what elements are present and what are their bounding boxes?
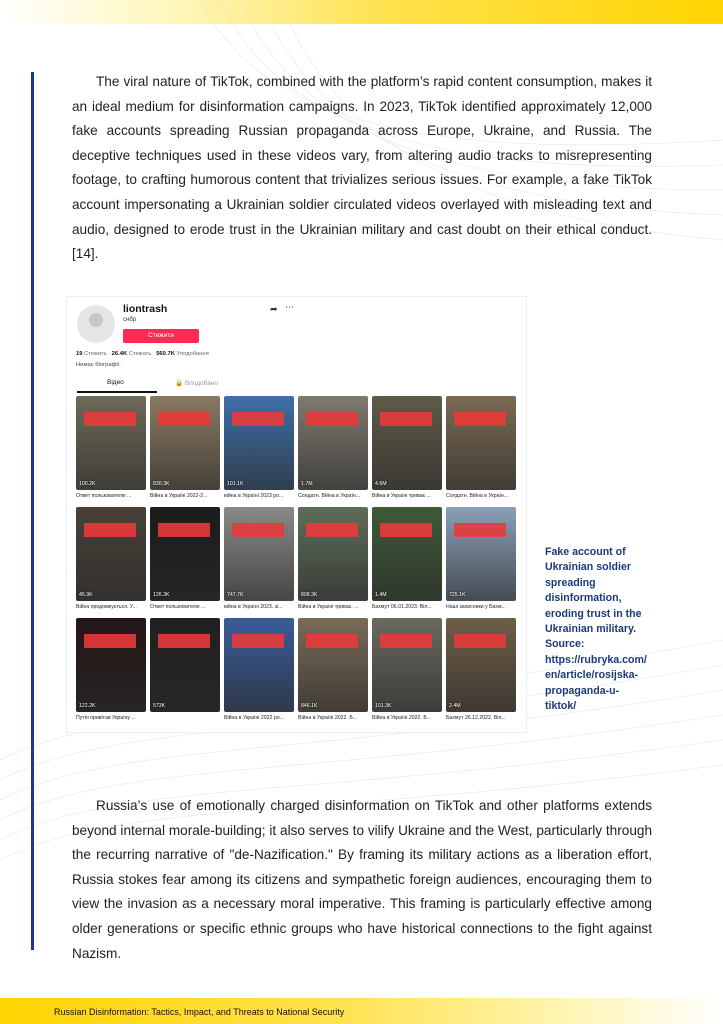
video-caption: війна в Україні 2023. зі... <box>224 604 283 610</box>
video-caption: Війна в Україні триває. ... <box>298 604 359 610</box>
text-sticker <box>380 523 432 537</box>
text-sticker <box>84 412 136 426</box>
view-count: 122.2K <box>79 703 96 709</box>
video-thumbnail <box>298 396 368 490</box>
video-thumbnail <box>150 618 220 712</box>
text-sticker <box>84 523 136 537</box>
video-caption: Бахмут 06.01.2023. Віл... <box>372 604 432 610</box>
video-caption: Бахмут 26.12.2022. Віл... <box>446 715 506 721</box>
video-thumbnail <box>372 507 442 601</box>
caption-line: Fake account of <box>545 546 626 558</box>
video-caption: Війна в Україні 2022. Б... <box>372 715 432 721</box>
tab-liked-label: Вподобано <box>184 380 219 387</box>
video-thumbnail <box>76 507 146 601</box>
text-sticker <box>454 523 506 537</box>
text-sticker <box>454 634 506 648</box>
video-thumbnail <box>446 618 516 712</box>
video-caption: війна в Україні 2023 ро... <box>224 493 284 499</box>
tab-videos: Відео <box>107 379 124 386</box>
more-icon: ⋯ <box>285 302 294 312</box>
caption-line: eroding trust in the <box>545 607 642 620</box>
video-thumbnail <box>446 396 516 490</box>
avatar <box>77 305 115 343</box>
video-caption: Війна в Україні 2022 ро... <box>224 715 284 721</box>
caption-line: Ukrainian soldier <box>545 561 631 574</box>
caption-line: Source: <box>545 638 585 651</box>
text-sticker <box>158 523 210 537</box>
caption-line: tiktok/ <box>545 700 577 713</box>
view-count: 830.3K <box>153 481 170 487</box>
tab-liked: 🔒 Вподобано <box>175 380 219 387</box>
tiktok-profile-screenshot <box>66 296 527 733</box>
view-count: 1.7M <box>301 481 313 487</box>
view-count: 747.7K <box>227 592 244 598</box>
video-caption: Путін привітав Україну ... <box>76 715 136 721</box>
view-count: 101.1K <box>227 481 244 487</box>
figure-caption <box>545 545 695 714</box>
video-thumbnail <box>224 396 294 490</box>
video-thumbnail <box>298 507 368 601</box>
text-sticker <box>454 412 506 426</box>
view-count: 4.6M <box>375 481 387 487</box>
follow-button: Стежити <box>123 329 199 343</box>
paragraph-tiktok-disinformation: The viral nature of TikTok, combined with the platform’s rapid content consumption, makes it an ideal medium for disinformation campaigns. In 2023, TikTok identified approximately 12,000 fake accounts spreading Russian propaganda across Europe, Ukraine, and Russia. The deceptive techniques used in these videos vary, from altering audio tracks to misrepresenting footage, to crafting humorous content that trivializes serious issues. For example, a fake TikTok account impersonating a Ukrainian soldier circulated videos overlayed with misleading text and audio, designed to erode trust in the Ukrainian military and cast doubt on their ethical conduct. [14]. <box>72 74 652 262</box>
caption-line: en/article/rosijska- <box>545 669 639 682</box>
video-caption: Війна продовжується. У... <box>76 604 137 610</box>
paragraph-de-nazification: Russia’s use of emotionally charged disinformation on TikTok and other platforms extends beyond internal morale-building; it also serves to vilify Ukraine and the West, particularly through the recurring narrative of "de-Nazification." By framing its military actions as a liberation effort, Russia stokes fear among its citizens and sympathetic foreign audiences, encouraging them to view the invasion as a necessary moral imperative. This framing is particularly effective among older generations or specific ethnic groups who have historical connections to the fight against Nazism. <box>72 798 652 961</box>
video-thumbnail <box>150 396 220 490</box>
video-caption: Солдатн. Війна в Україн... <box>298 493 361 499</box>
share-icon: ➦ <box>270 304 278 314</box>
view-count: 846.1K <box>301 703 318 709</box>
video-caption: Війна в Україні 2022. Б... <box>298 715 358 721</box>
view-count: 45.9K <box>79 592 93 598</box>
profile-tabs <box>67 379 237 393</box>
text-sticker <box>380 412 432 426</box>
video-thumbnail <box>76 396 146 490</box>
text-sticker <box>232 634 284 648</box>
video-thumbnail <box>446 507 516 601</box>
caption-line: propaganda-u- <box>545 684 620 697</box>
caption-line: disinformation, <box>545 592 622 605</box>
margin-accent-bar <box>31 72 34 950</box>
view-count: 808.3K <box>301 592 318 598</box>
header-band <box>0 0 723 24</box>
video-thumbnail <box>224 618 294 712</box>
video-thumbnail <box>298 618 368 712</box>
video-caption: Солдатн. Війна в Україн... <box>446 493 509 499</box>
followers-count: 26.4K <box>111 351 128 357</box>
video-thumbnail <box>372 618 442 712</box>
text-sticker <box>84 634 136 648</box>
followers-label: Стежать <box>128 351 152 357</box>
text-sticker <box>232 523 284 537</box>
profile-nickname: снбр <box>123 317 137 323</box>
text-sticker <box>306 523 358 537</box>
video-caption: Ответ пользователю ... <box>76 493 132 499</box>
caption-line: https://rubryka.com/ <box>545 653 647 666</box>
text-sticker <box>158 634 210 648</box>
footer-title: Russian Disinformation: Tactics, Impact, and Threats to National Security <box>54 1007 345 1017</box>
view-count: 100.2K <box>79 481 96 487</box>
video-caption: Війна в Україні триває ... <box>372 493 432 499</box>
video-thumbnail <box>224 507 294 601</box>
likes-count: 560.7K <box>156 351 175 357</box>
video-caption: Наші захисники у Бахм... <box>446 604 506 610</box>
tab-underline <box>77 391 157 393</box>
likes-label: Уподобання <box>176 351 209 357</box>
video-thumbnail <box>372 396 442 490</box>
view-count: 126.3K <box>153 592 170 598</box>
text-sticker <box>380 634 432 648</box>
view-count: 573K <box>153 703 166 709</box>
video-thumbnail <box>76 618 146 712</box>
video-caption: Війна в Україні 2022-2... <box>150 493 208 499</box>
video-caption: Ответ пользователю ... <box>150 604 206 610</box>
caption-line: Ukrainian military. <box>545 623 637 636</box>
text-sticker <box>306 634 358 648</box>
profile-username: liontrash <box>123 303 168 315</box>
text-sticker <box>306 412 358 426</box>
view-count: 101.3K <box>375 703 392 709</box>
text-sticker <box>158 412 210 426</box>
following-count: 19 <box>76 351 83 357</box>
following-label: Стежить <box>84 351 107 357</box>
view-count: 725.1K <box>449 592 466 598</box>
video-thumbnail <box>150 507 220 601</box>
view-count: 1.4M <box>375 592 387 598</box>
profile-stats <box>76 351 209 357</box>
view-count: 2.4M <box>449 703 461 709</box>
profile-bio: Немає біографії. <box>76 362 121 368</box>
caption-line: spreading <box>545 576 596 589</box>
text-sticker <box>232 412 284 426</box>
